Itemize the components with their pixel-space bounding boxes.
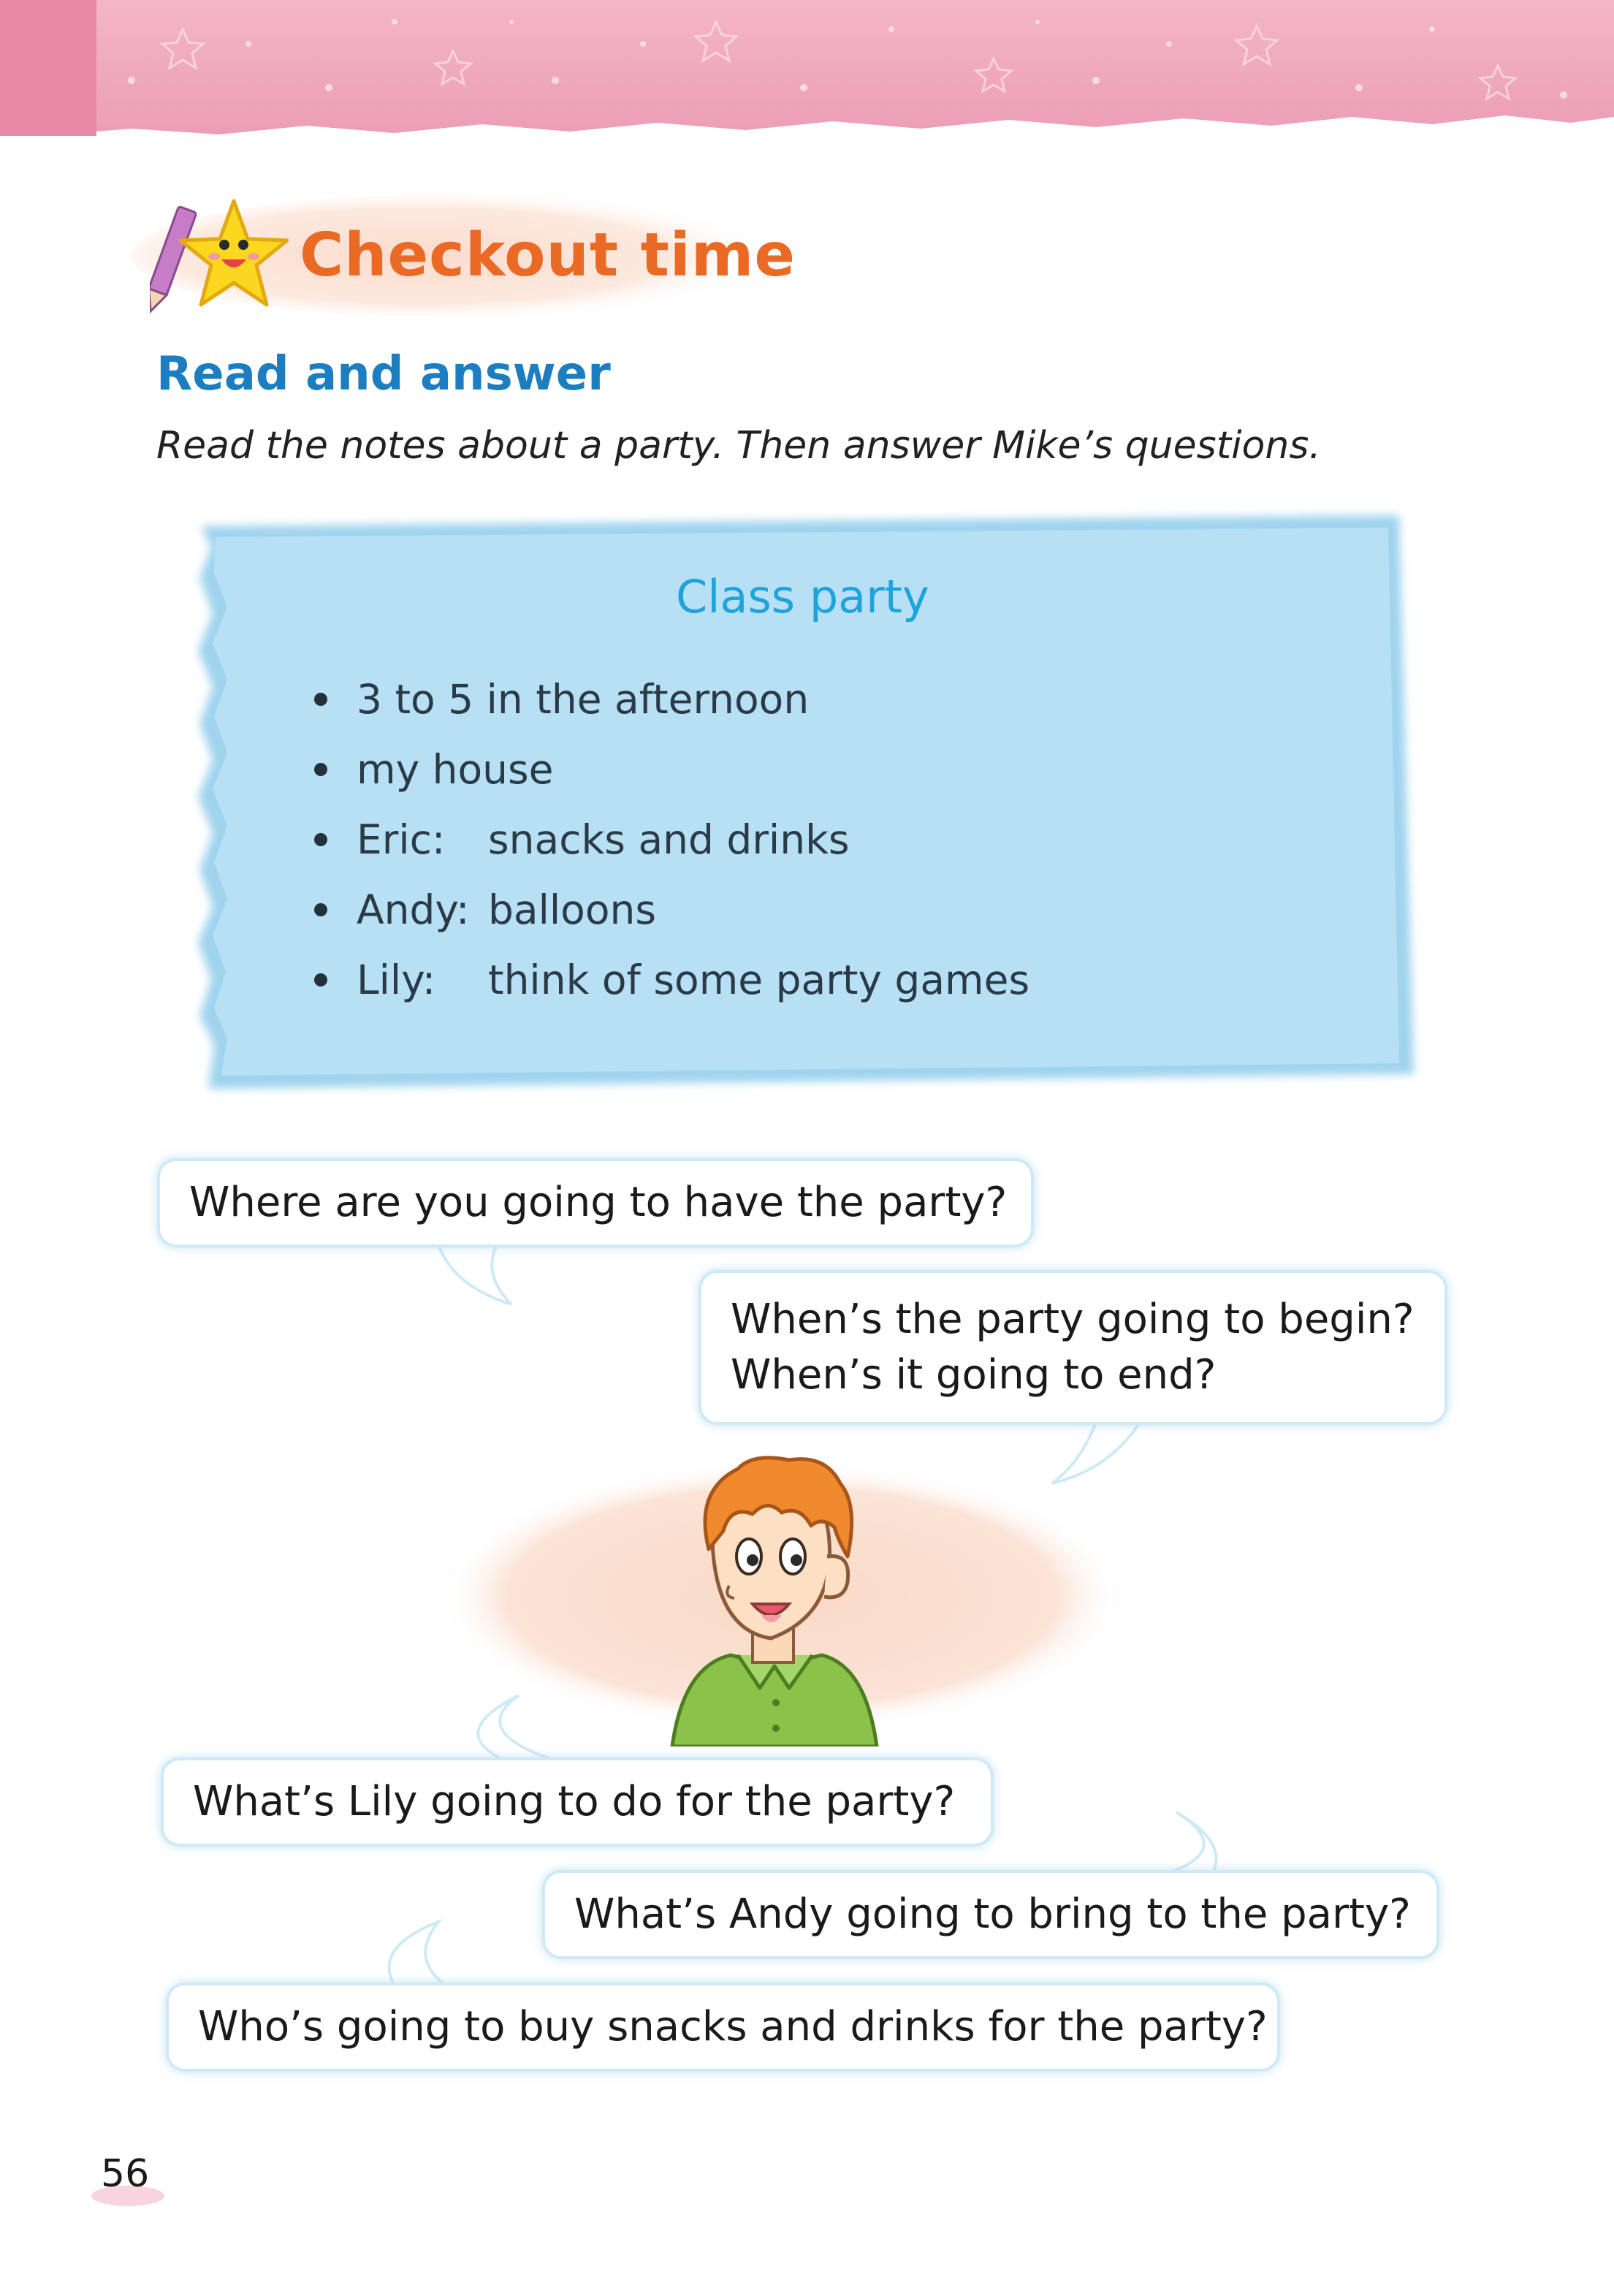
note-text: 3 to 5 in the afternoon [357, 676, 810, 723]
activity-heading: Read and answer [156, 347, 611, 401]
speech-bubble-when [698, 1270, 1447, 1425]
note-item [314, 816, 850, 863]
note-text: think of some party games [488, 957, 1030, 1003]
note-item [314, 676, 809, 723]
activity-instructions: Read the notes about a party. Then answer Mike’s questions. [156, 424, 1321, 468]
note-label: Eric: [357, 816, 446, 863]
bullet [314, 693, 327, 706]
question-when-end: When’s it going to end? [731, 1351, 1217, 1399]
bullet [314, 763, 327, 776]
note-text: my house [357, 746, 554, 793]
star-pencil-icon [150, 194, 289, 325]
banner-tab [0, 0, 96, 136]
note-item [314, 957, 1029, 1003]
note-item [314, 746, 553, 793]
bullet [314, 833, 327, 846]
speech-bubble-where [157, 1158, 1034, 1247]
question-andy: What’s Andy going to bring to the party? [574, 1890, 1411, 1939]
speech-bubble-andy [542, 1870, 1439, 1959]
note-label: Andy: [357, 886, 470, 933]
notes-title: Class party [676, 570, 929, 623]
note-label: Lily: [357, 957, 436, 1003]
speech-bubble-who [166, 1983, 1280, 2072]
bullet [314, 903, 327, 916]
page-number: 56 [101, 2152, 150, 2196]
question-lily: What’s Lily going to do for the party? [193, 1778, 956, 1826]
question-who: Who’s going to buy snacks and drinks for the party? [198, 2003, 1268, 2051]
section-title: Checkout time [300, 221, 796, 290]
speech-bubble-lily [161, 1757, 994, 1847]
note-item [314, 886, 656, 933]
bullet [314, 973, 327, 987]
note-text: snacks and drinks [488, 816, 850, 863]
note-text: balloons [488, 886, 656, 933]
question-when-begin: When’s the party going to begin? [731, 1296, 1415, 1344]
top-banner [0, 0, 1614, 146]
question-where: Where are you going to have the party? [189, 1179, 1008, 1227]
boy-illustration [643, 1447, 906, 1746]
